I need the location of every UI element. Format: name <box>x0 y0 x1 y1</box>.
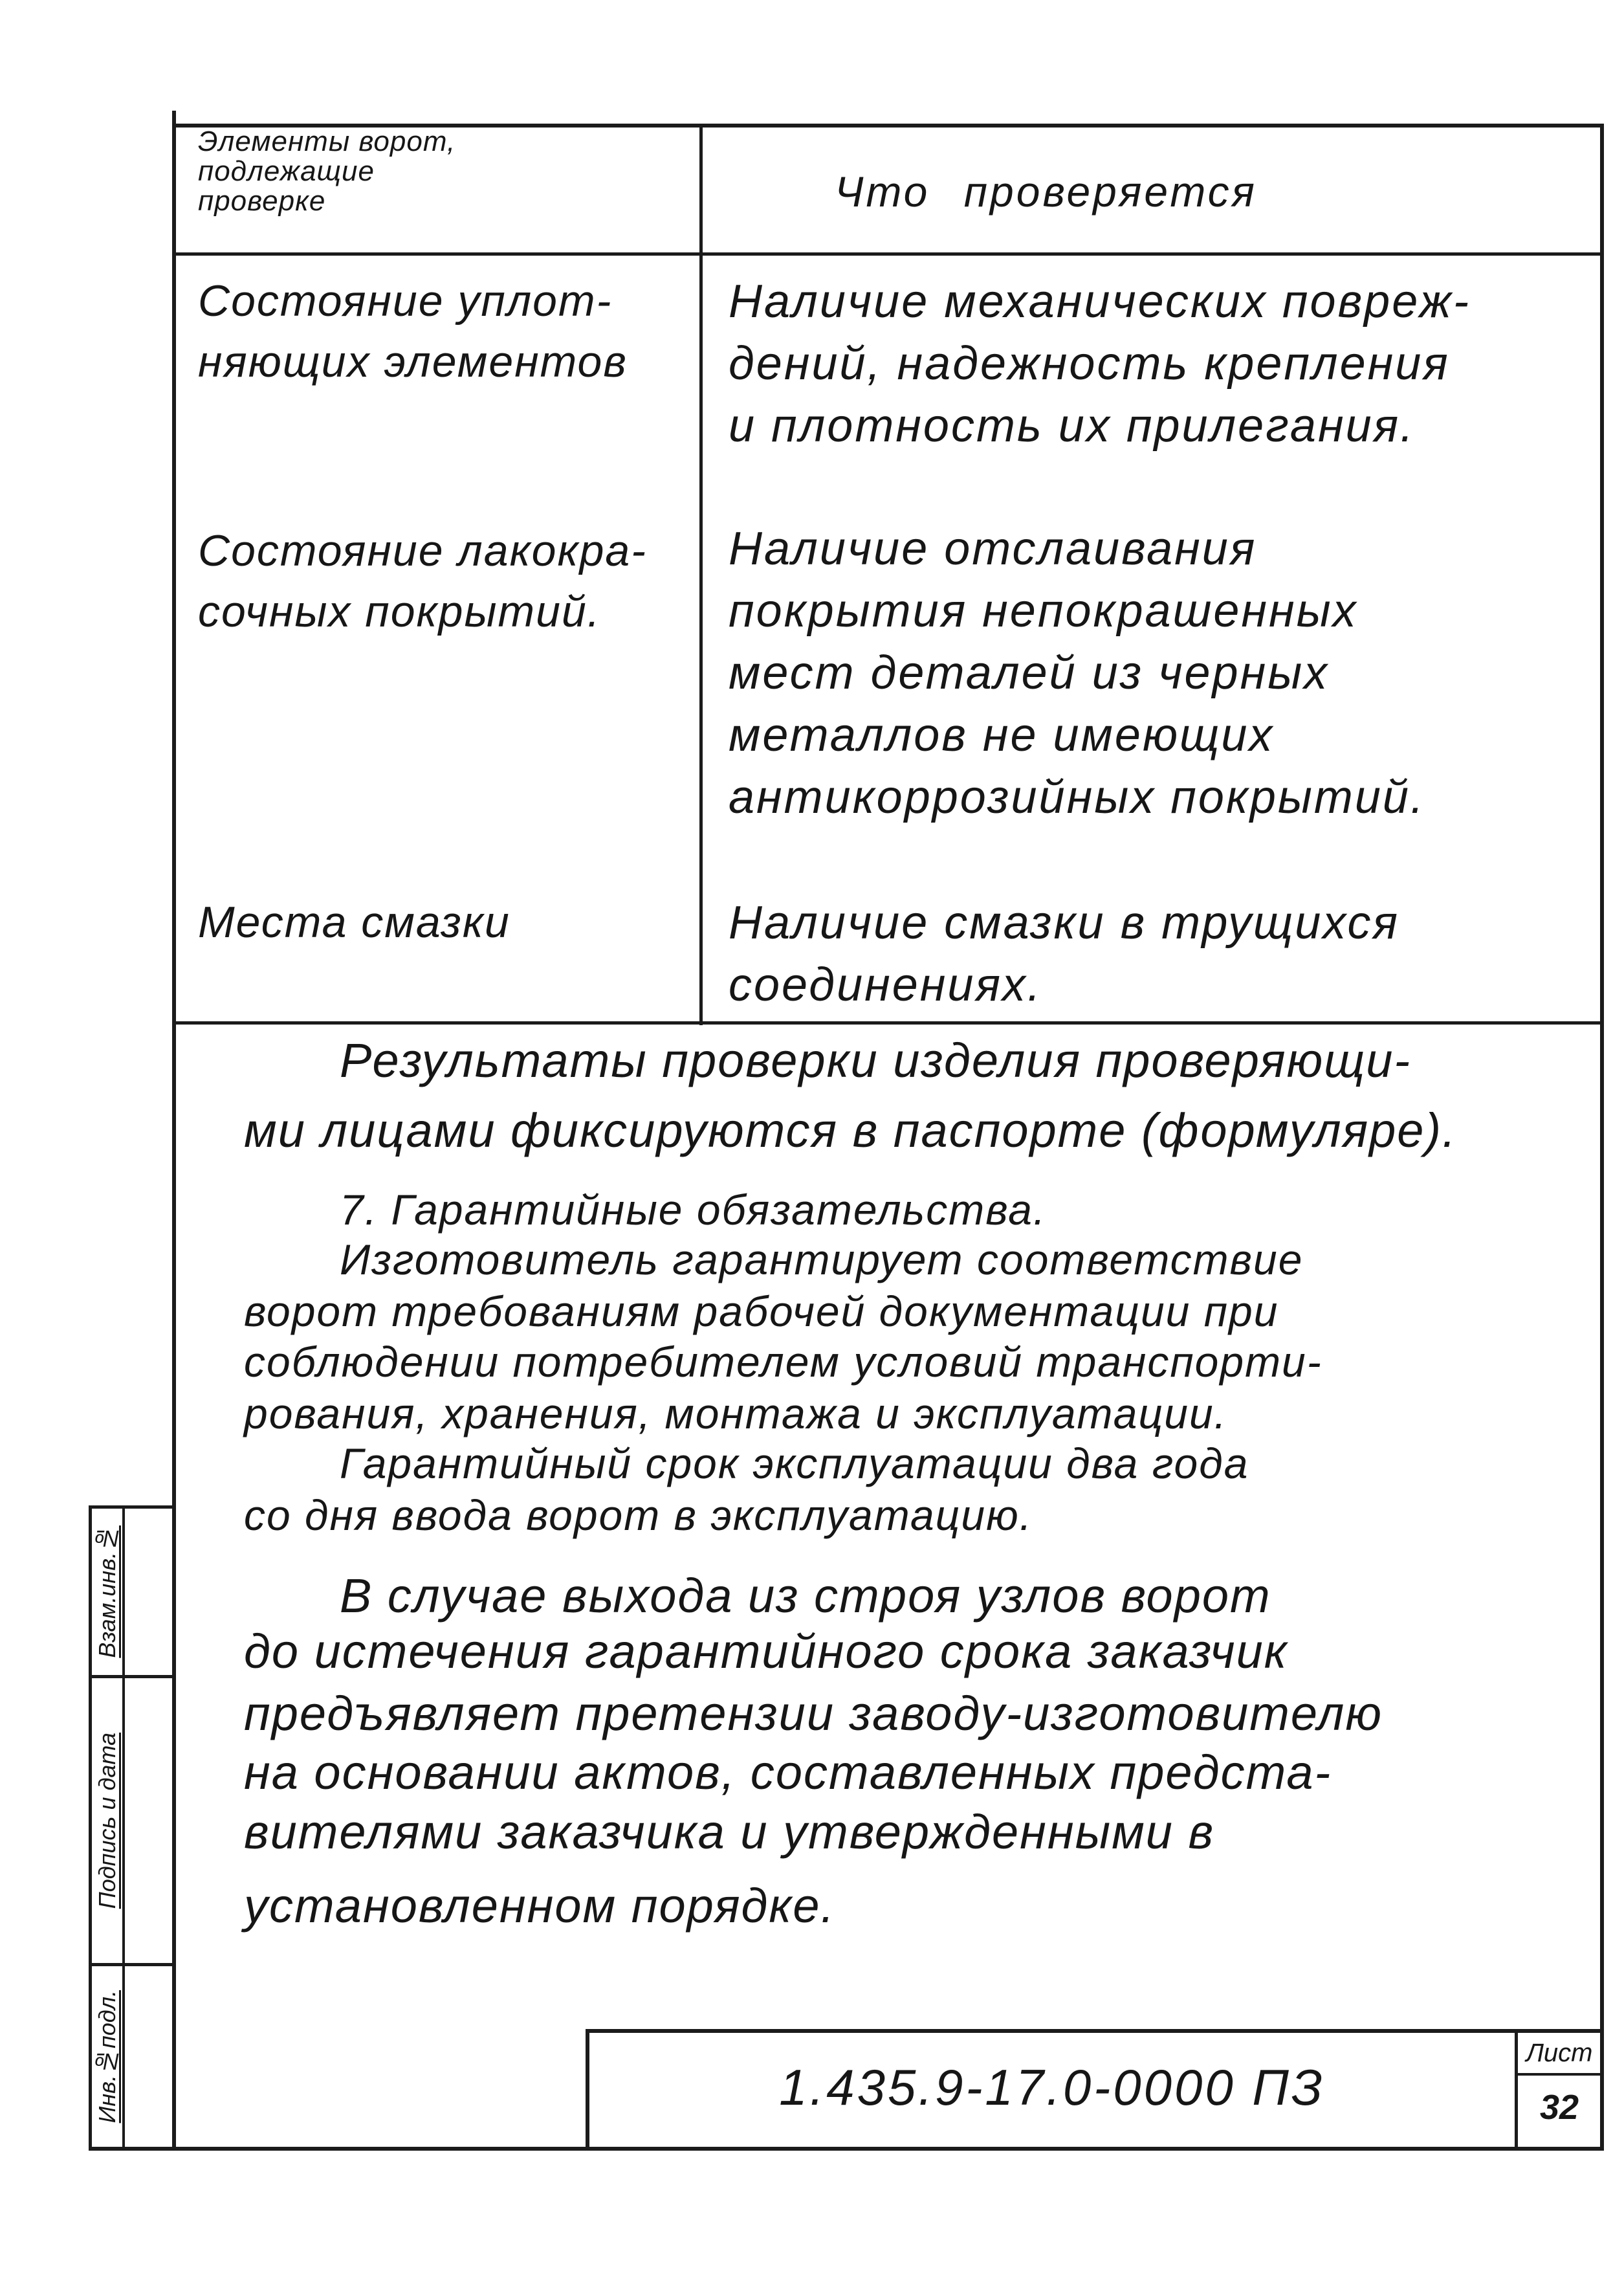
cell-line: Состояние уплот- <box>198 276 613 326</box>
body-line: рования, хранения, монтажа и эксплуатации. <box>244 1390 1227 1437</box>
cell-line: Состояние лакокра- <box>198 526 647 575</box>
cell-line: мест деталей из черных <box>729 647 1330 699</box>
stamp-cell-original-inv <box>92 1966 122 2147</box>
cell-line: Места смазки <box>198 898 510 947</box>
cell-line: Наличие отслаивания <box>729 523 1257 575</box>
table-header-check-column: Что проверяется <box>835 168 1257 216</box>
body-line: предъявляет претензии заводу-изготовителю <box>244 1687 1383 1740</box>
body-line: вителями заказчика и утвержденными в <box>244 1805 1215 1859</box>
frame-bottom-line <box>89 2147 1604 2151</box>
header-element-line: проверке <box>198 185 326 217</box>
body-line: Гарантийный срок эксплуатации два года <box>340 1439 1249 1487</box>
table-header-bottom-line <box>172 252 1604 256</box>
body-line: установленном порядке. <box>244 1879 836 1933</box>
table-bottom-line <box>172 1021 1604 1025</box>
body-line: В случае выхода из строя узлов ворот <box>340 1569 1271 1623</box>
body-line: Изготовитель гарантирует соответствие <box>340 1236 1304 1283</box>
frame-left-line <box>172 111 176 2151</box>
cell-line: няющих элементов <box>198 337 628 386</box>
body-line: Результаты проверки изделия проверяющи- <box>340 1034 1411 1087</box>
header-element-line: подлежащие <box>198 155 375 187</box>
cell-line: антикоррозийных покрытий. <box>729 771 1425 823</box>
sheet-label: Лист <box>1526 2039 1593 2067</box>
stamp-cell-replaced-inv <box>92 1509 122 1675</box>
body-line: на основании актов, составленных предста- <box>244 1746 1332 1799</box>
stamp-cell-signature-date <box>92 1678 122 1963</box>
title-block-top-line <box>586 2029 1604 2033</box>
cell-line: соединениях. <box>729 959 1042 1011</box>
cell-line: металлов не имеющих <box>729 709 1275 761</box>
table-column-divider <box>699 124 703 1025</box>
body-line: соблюдении потребителем условий транспорти- <box>244 1338 1322 1386</box>
stamp-strip-inner-line <box>122 1507 125 2151</box>
cell-line: и плотность их прилегания. <box>729 400 1416 452</box>
section-heading: 7. Гарантийные обязательства. <box>340 1186 1047 1234</box>
table-row-1-element <box>198 271 628 392</box>
table-row-2-element <box>198 520 647 642</box>
document-code: 1.435.9-17.0-0000 ПЗ <box>779 2059 1325 2116</box>
cell-line: Наличие смазки в трущихся <box>729 897 1399 949</box>
table-header-element-column <box>198 127 455 216</box>
table-row-1-check <box>729 271 1471 457</box>
body-line: до истечения гарантийного срока заказчик <box>244 1624 1288 1678</box>
cell-line: покрытия непокрашенных <box>729 585 1358 637</box>
table-row-3-check <box>729 892 1399 1016</box>
stamp-label: Инв.№подл. <box>93 1990 120 2123</box>
cell-line: Наличие механических повреж- <box>729 276 1471 327</box>
stamp-label: Взам.инв.№ <box>93 1525 120 1658</box>
cell-line: дений, надежность крепления <box>729 338 1450 390</box>
body-line: со дня ввода ворот в эксплуатацию. <box>244 1491 1033 1539</box>
cell-line: сочных покрытий. <box>198 587 601 636</box>
sheet-cell-subline <box>1515 2073 1604 2076</box>
sheet-number: 32 <box>1539 2088 1579 2127</box>
body-line: ворот требованиям рабочей документации при <box>244 1287 1279 1335</box>
frame-right-line <box>1600 124 1604 2151</box>
header-element-line: Элементы ворот, <box>198 126 456 157</box>
body-line: ми лицами фиксируются в паспорте (формуляре). <box>244 1103 1457 1157</box>
stamp-label: Подпись и дата <box>93 1732 120 1909</box>
table-row-2-check <box>729 518 1425 828</box>
table-row-3-element <box>198 892 510 953</box>
